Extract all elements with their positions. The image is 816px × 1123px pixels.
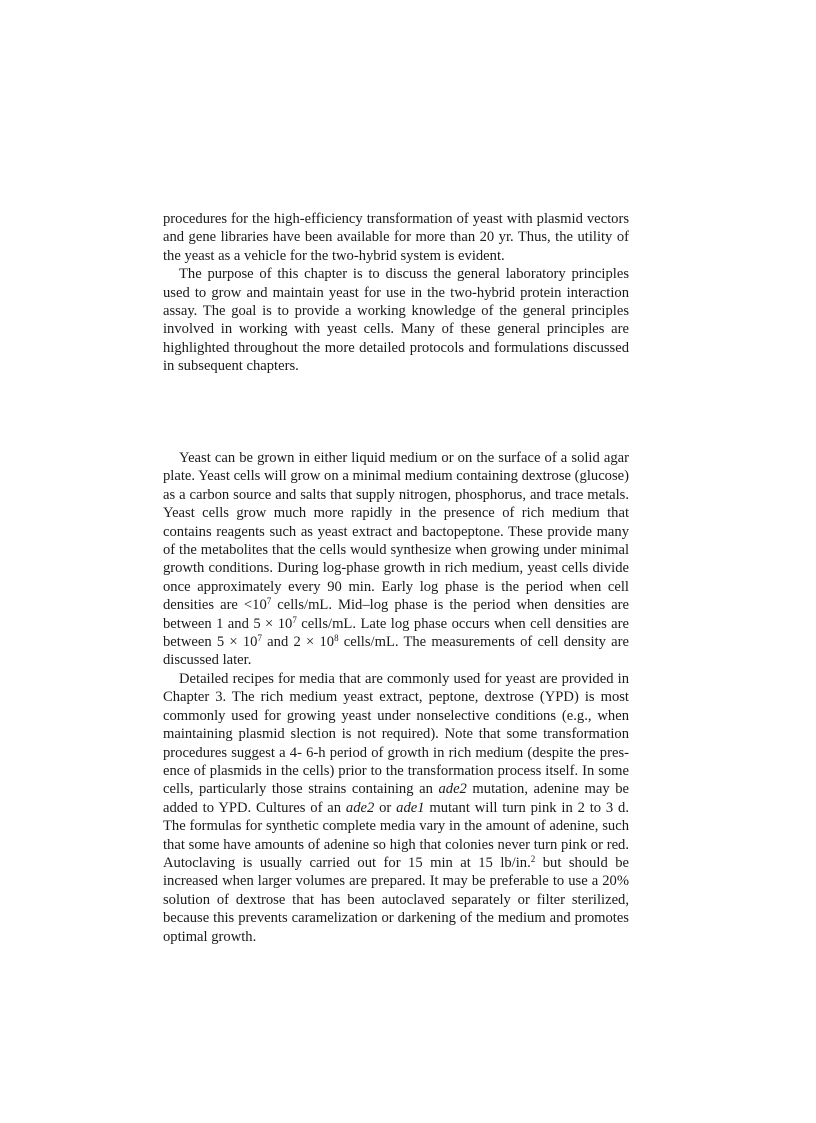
text-run: cells/mL. The measurements of cell density are discussed later. [163,634,629,669]
gene-name: ade2 [438,781,467,798]
superscript: 7 [266,596,272,607]
text-run: cells/mL. Mid–log phase is the period when densities are between 1 and 5 × 10 [163,597,630,632]
superscript: 2 [530,853,536,864]
gene-name: ade2 [345,799,375,816]
text-run: and 2 × 10 [261,634,335,651]
text-run: Detailed recipes for media that are commonly used for yeast are provided in Chapter 3. The rich medium yeast extract, peptone, dextrose (YPD) is most commonly used for growing yeast under nonselective conditions (e.g., when maintaining plasmid slection is not required). Note that some transformation procedures suggest a 4- 6-h period of growth in rich medium (despite the presence of plasmids in the cells) prior to the transformation process itself. In some cells, particularly those strains containing an [163,670,629,798]
superscript: 7 [257,633,262,644]
gene-name: ade1 [396,799,425,816]
text-run: cells/mL. Late log phase occurs when cell densities are between 5 × 10 [163,615,630,651]
text-run: Yeast can be grown in either liquid medium or on the surface of a solid agar plate. Yeast cells will grow on a minimal medium containing dextrose (glucose) as a carbon source and salts that supply nitrogen, phosphorus, and trace metals. Yeast cells grow much more rapidly in the presence of rich medium that contains reagents such as yeast extract and bactopeptone. These provide many of the metabolites that the cells would synthesize when growing under minimal growth conditions. During log-phase growth in rich medium, yeast cells divide once approximately every 90 min. Early log phase is the period when cell densities are <10 [163,450,629,614]
intro-paragraph-2: The purpose of this chapter is to discuss the general laboratory principles used to grow and maintain yeast for use in the two-hybrid protein interaction assay. The goal is to provide a working knowledge of the general principles involved in working with yeast cells. Many of these general principles are highlighted throughout the more detailed protocols and formulations discussed in subsequent chapters. [163,266,629,375]
text-run: but should be increased when larger volumes are prepared. It may be preferable to use a 20% solution of dextrose that has been autoclaved separately or filter sterilized, because this prevents caramelization or darkening of the medium and promotes optimal growth. [163,854,630,945]
text-run: mutant will turn pink in 2 to 3 d. The formulas for synthetic complete media vary in the amount of adenine, such that some have amounts of adenine so high that colonies never turn pink or red. Autoclaving is usually carried out for 15 min at 15 lb/in. [163,799,629,871]
text-run: or [374,799,397,816]
superscript: 7 [292,614,297,625]
superscript: 8 [334,633,339,644]
text-run: mutation, adenine may be added to YPD. Cultures of an [163,781,630,816]
intro-section [163,210,629,376]
intro-paragraph-1: procedures for the high-efficiency transformation of yeast with plasmid vectors and gene libraries have been available for more than 20 yr. Thus, the utility of the yeast as a vehicle for the two-hybrid system is evident. [163,211,629,264]
growth-paragraph-2 [163,670,629,946]
growth-paragraph-1 [163,449,629,670]
growth-section [163,449,629,946]
